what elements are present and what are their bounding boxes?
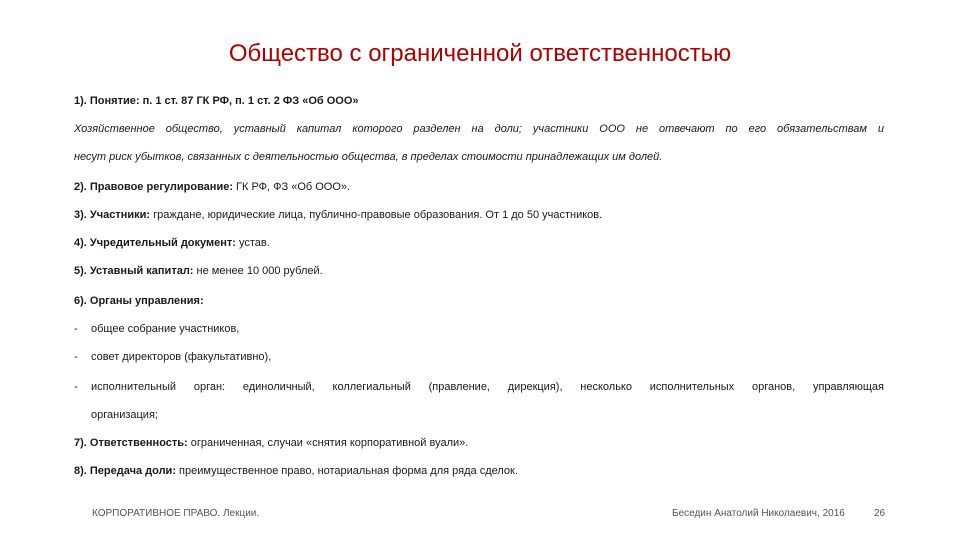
item-7-text: ограниченная, случаи «снятия корпоративной вуали». — [187, 437, 469, 449]
item-1-concept — [74, 94, 359, 108]
item-8-text: преимущественное право, нотариальная форма для ряда сделок. — [175, 465, 518, 477]
footer-page-number: 26 — [874, 508, 886, 519]
item-8-share-transfer — [74, 464, 518, 478]
item-2-text: ГК РФ, ФЗ «Об ООО». — [232, 181, 351, 193]
item-7-liability — [74, 436, 468, 450]
slide-title: Общество с ограниченной ответственностью — [228, 40, 732, 67]
item-1-label: 1). Понятие: п. 1 ст. 87 ГК РФ, п. 1 ст. 2 ФЗ «Об ООО» — [74, 95, 359, 107]
bullet-item-1: общее собрание участников, — [91, 323, 240, 335]
bullet-item-2: совет директоров (факультативно), — [91, 351, 272, 363]
bullet-item-3: исполнительный орган: единоличный, коллегиальный (правление, дирекция), несколько исполнительных органов, управляющая — [91, 381, 884, 393]
definition-line-1: Хозяйственное общество, уставный капитал которого разделен на доли; участники ООО не отвечают по его обязательствам и — [74, 123, 884, 135]
item-8-label: 8). Передача доли: — [74, 465, 176, 477]
item-5-label: 5). Уставный капитал: — [74, 265, 194, 277]
definition-line-2: несут риск убытков, связанных с деятельностью общества, в пределах стоимости принадлежащих им долей. — [74, 151, 663, 163]
item-4-text: устав. — [235, 237, 270, 249]
item-4-founding-document — [74, 236, 270, 250]
bullet-dash-1: - — [74, 323, 78, 335]
item-2-label: 2). Правовое регулирование: — [74, 181, 233, 193]
item-3-text: граждане, юридические лица, публично-правовые образования. От 1 до 50 участников. — [150, 209, 603, 221]
item-3-label: 3). Участники: — [74, 209, 151, 221]
item-5-capital — [74, 264, 323, 278]
item-6-governance — [74, 294, 204, 308]
item-7-label: 7). Ответственность: — [74, 437, 188, 449]
item-5-text: не менее 10 000 рублей. — [193, 265, 323, 277]
bullet-dash-2: - — [74, 351, 78, 363]
item-4-label: 4). Учредительный документ: — [74, 237, 236, 249]
item-2-regulation — [74, 180, 350, 194]
footer-author: Беседин Анатолий Николаевич, 2016 — [672, 508, 845, 519]
item-3-participants — [74, 208, 602, 222]
bullet-item-3-continued: организация; — [91, 409, 158, 421]
item-6-label: 6). Органы управления: — [74, 295, 204, 307]
footer-course-title: КОРПОРАТИВНОЕ ПРАВО. Лекции. — [92, 508, 260, 519]
bullet-dash-3: - — [74, 381, 78, 393]
